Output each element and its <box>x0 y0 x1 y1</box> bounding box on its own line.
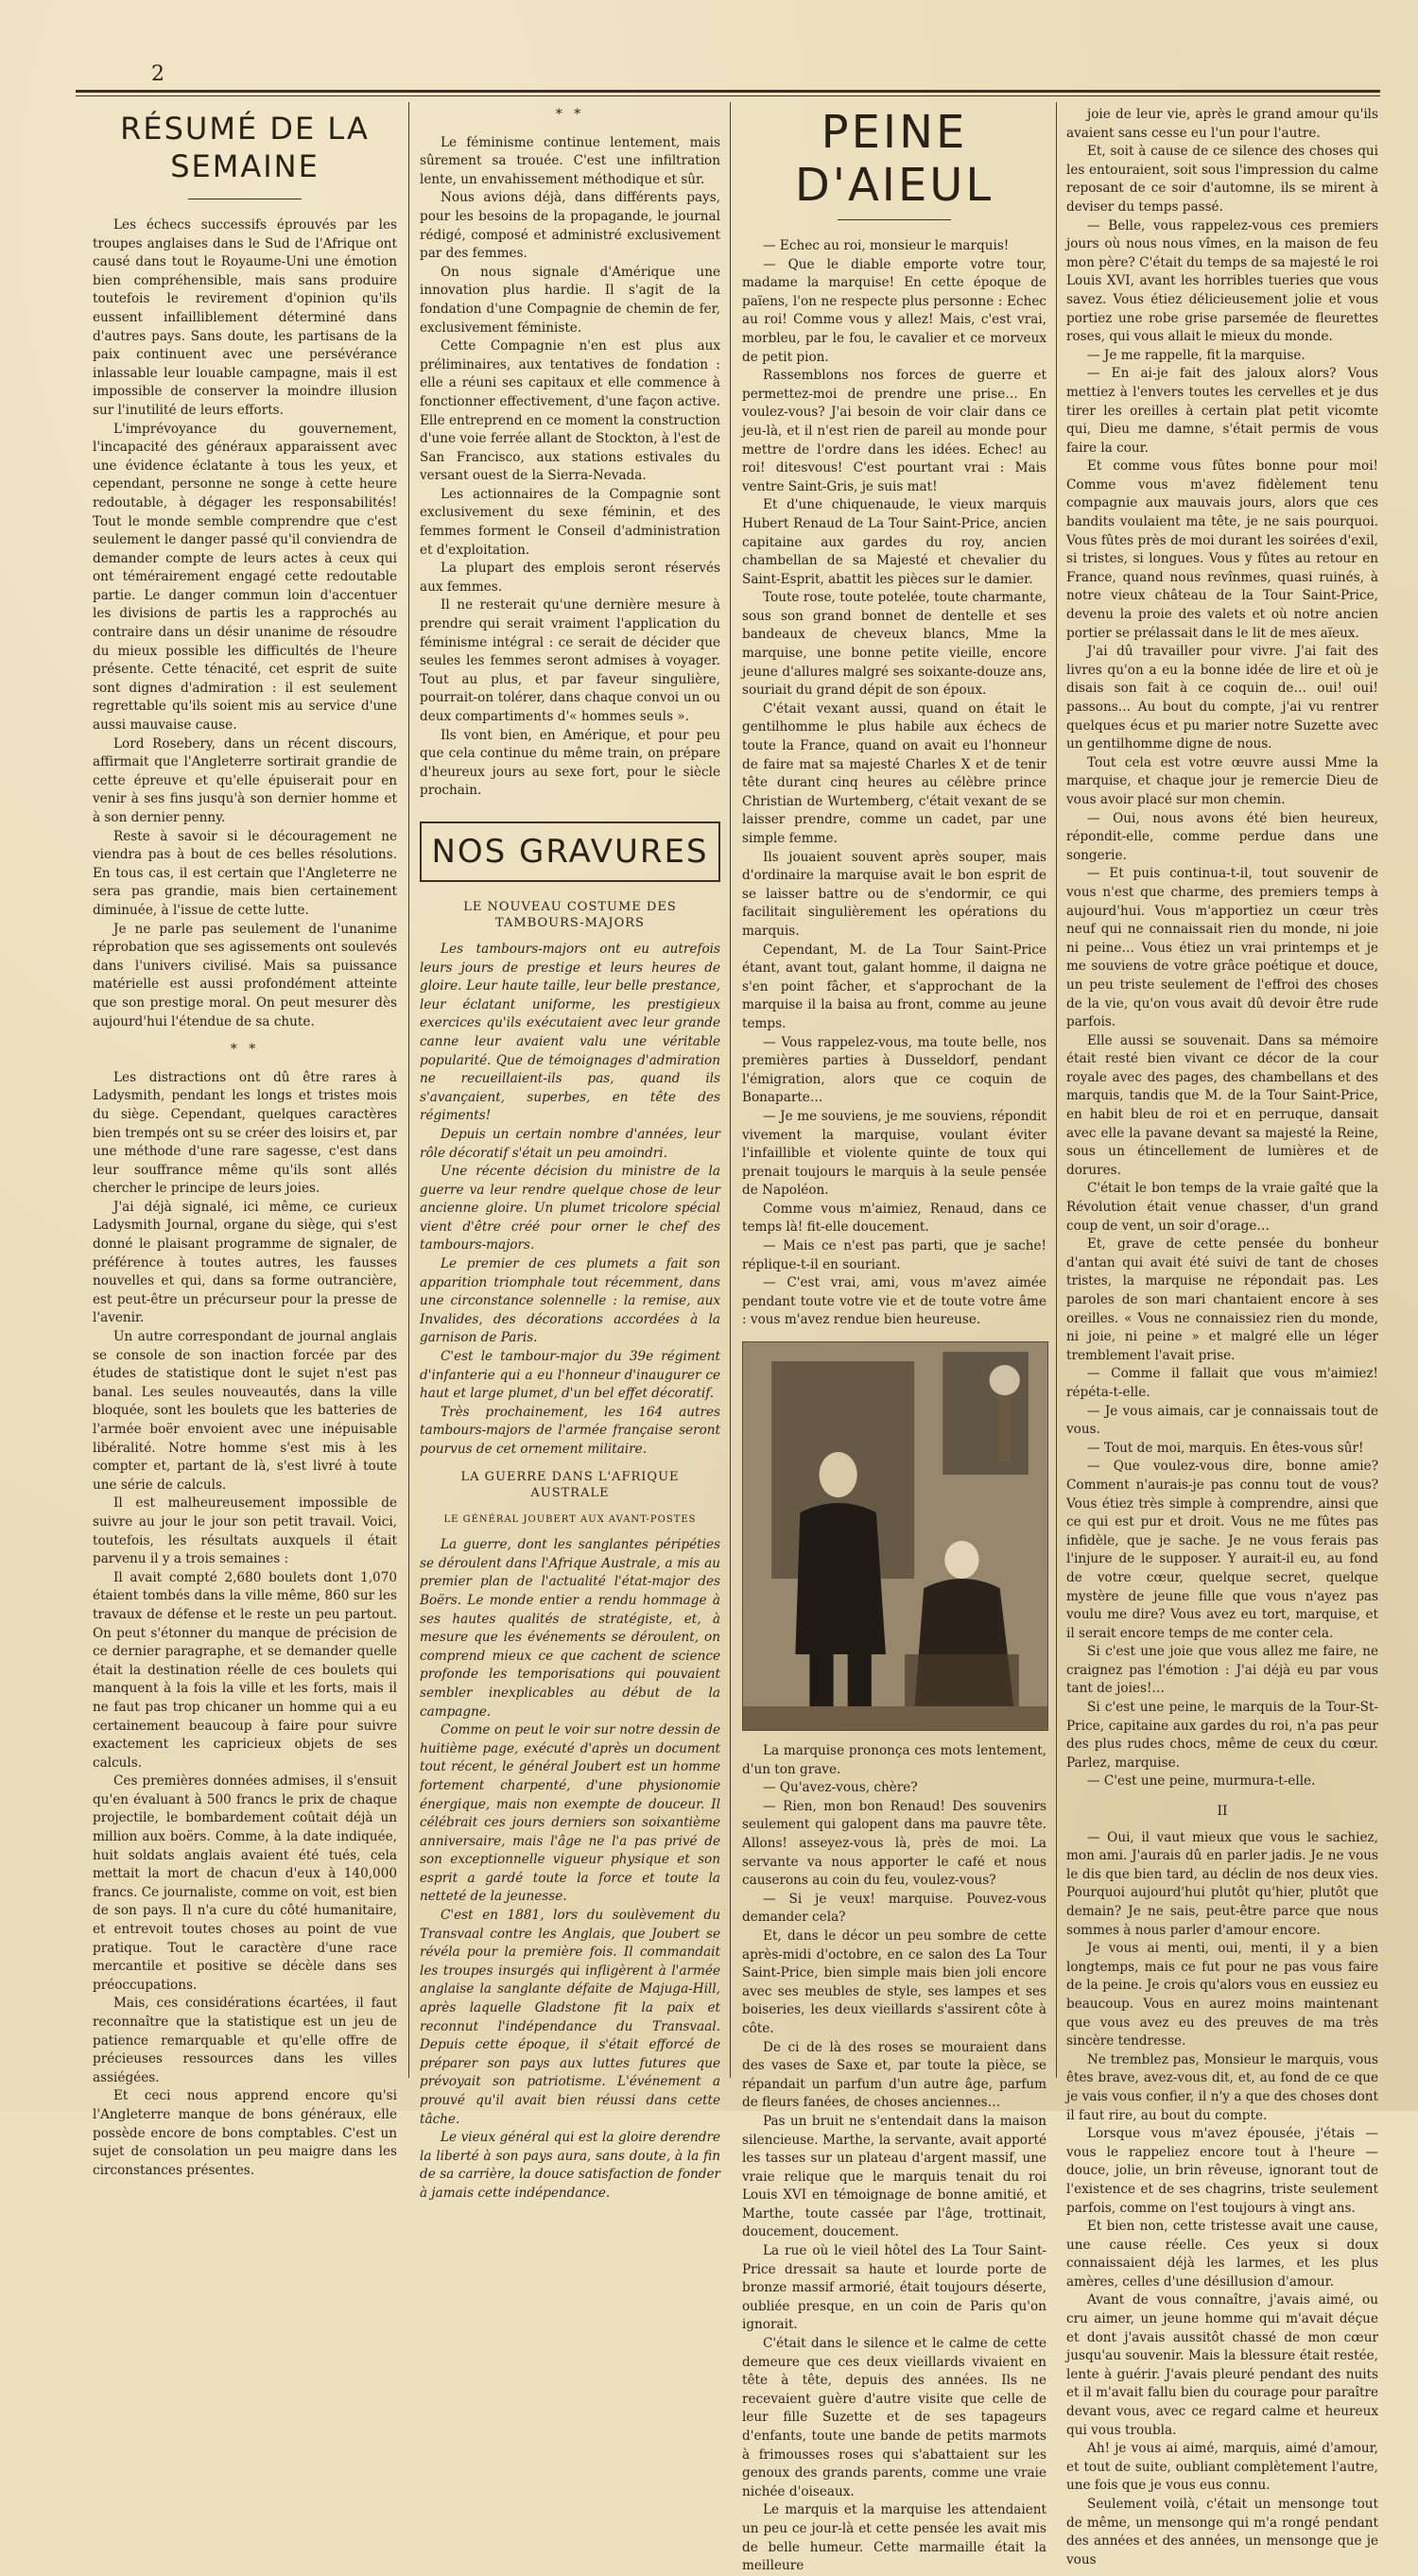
paragraph: Toute rose, toute potelée, toute charmante, sous son grand bonnet de dentelle et ses bandeaux de cheveux blancs, Mme la marquise, une bonne petite vieille, encore jeune d'allures malgré ses soixante-douze ans, souriait du grand dépit de son époux. <box>742 590 1046 699</box>
paragraph: L'imprévoyance du gouvernement, l'incapacité des généraux apparaissent avec une évidence éclatante à tous les yeux, et cependant, personne ne songe à cette heure redoutable, à dégager les responsabilités! Tout le monde semble comprendre que c'est seulement le danger passé qu'il conviendra de demander compte de leurs actes à ceux qui ont témérairement engagé cette redoutable partie. Le danger commun loin d'accentuer les divisions de partis les a rapprochés au contraire dans un désir unanime de résoudre du mieux possible les difficultés de l'heure présente. Cette ténacité, cet esprit de suite sont dignes d'admiration : il est seulement regrettable qu'ils soient mis au service d'une aussi mauvaise cause. <box>93 421 397 734</box>
column-divider <box>408 102 409 2078</box>
paragraph: Si c'est une joie que vous allez me faire, ne craignez pas l'émotion : J'ai déjà eu par vous tant de joies!… <box>1066 1644 1378 1697</box>
resume-paragraphs-2 <box>93 1069 397 2181</box>
paragraph: — Vous rappelez-vous, ma toute belle, nos premières parties à Dusseldorf, pendant l'émigration, alors que ce coquin de Bonaparte… <box>742 1034 1046 1106</box>
paragraph: Nous avions déjà, dans différents pays, pour les besoins de la propagande, le journal rédigé, composé et administré exclusivement par des femmes. <box>420 190 720 262</box>
paragraph: Seulement voilà, c'était un mensonge tout de même, un mensonge qui m'a rongé pendant des années et des années, un mensonge que je vous <box>1066 2497 1378 2567</box>
paragraph: Il ne resterait qu'une dernière mesure à prendre qui serait vraiment l'application du féminisme intégral : ce serait de décider que seules les femmes seront admises à voyager. Tout au plus, et par faveur singulière, pourrait-on tolérer, dans chaque convoi un ou deux compartiments d'« hommes seuls ». <box>420 597 720 724</box>
story-paragraphs <box>742 237 1046 1330</box>
paragraph: De ci de là des roses se mouraient dans des vases de Saxe et, par toute la pièce, se répandait un parfum d'un autre âge, parfum de fleurs fanées, de choses anciennes… <box>742 2039 1046 2111</box>
feminisme-paragraphs <box>420 134 720 801</box>
paragraph: Les échecs successifs éprouvés par les troupes anglaises dans le Sud de l'Afrique ont causé dans tout le Royaume-Uni une émotion bien compréhensible, mais sans produire toutefois le revirement d'opinion qu'ils eussent infailliblement déterminé dans d'autres pays. Sans doute, les partisans de la paix continuent avec une persévérance inlassable leur louable campagne, mais il est impossible de conserver la moindre illusion sur l'inutilité de leurs efforts. <box>93 217 397 418</box>
paragraph: Un autre correspondant de journal anglais se console de son inaction forcée par des études de statistique dont le sujet n'est pas banal. Les seules nouveautés, dans la ville bloquée, sont les boulets que les batteries de l'armée boër envoient avec une inépuisable libéralité. Notre homme s'est mis à les compter et, partant de là, s'est livré à toute une série de calculs. <box>93 1329 397 1493</box>
story-paragraphs-2 <box>742 1742 1046 2576</box>
paragraph: Très prochainement, les 164 autres tambours-majors de l'armée française seront pourvus de cet ornement militaire. <box>420 1404 720 1457</box>
story-title: PEINE D'AIEUL <box>794 106 994 212</box>
page-number: 2 <box>151 62 164 86</box>
war-title: LA GUERRE DANS L'AFRIQUE AUSTRALE <box>460 1469 680 1500</box>
paragraph: — C'est une peine, murmura-t-elle. <box>1087 1773 1316 1789</box>
column-divider <box>1056 102 1057 2078</box>
paragraph: — Je vous aimais, car je connaissais tout de vous. <box>1066 1403 1378 1438</box>
paragraph: La rue où le vieil hôtel des La Tour Saint-Price dressait sa haute et lourde porte de bronze massif armorié, était toujours déserte, oubliée presque, en un coin de Paris qu'on ignorait. <box>742 2243 1046 2333</box>
paragraph: C'était le bon temps de la vraie gaîté que la Révolution était venue chasser, d'un grand coup de vent, un soir d'orage… <box>1066 1181 1378 1234</box>
paragraph: — Je me souviens, je me souviens, répondit vivement la marquise, voulant éviter l'infaillible et violente quinte de toux qui prenait toujours le marquis à la seule pensée de Napoléon. <box>742 1108 1046 1199</box>
paragraph: — Je me rappelle, fit la marquise. <box>1087 347 1306 363</box>
column-peine-daieul-suite <box>1066 106 1378 2567</box>
war-paragraphs <box>420 1536 720 2203</box>
paragraph: — Qu'avez-vous, chère? <box>763 1780 918 1796</box>
paragraph: Et, dans le décor un peu sombre de cette après-midi d'octobre, en ce salon des La Tour Saint-Price, bien simple mais bien joli encore avec ses meubles de style, ses lampes et ses boiseries, les deux vieillards s'assirent côte à côte. <box>742 1928 1046 2036</box>
paragraph: — Que le diable emporte votre tour, madame la marquise! En cette époque de païens, l'on ne respecte plus personne : Echec au roi! Comme vous y allez! Mais, c'est vrai, morbleu, par le fou, le cavalier et ce morveux de petit pion. <box>742 256 1046 365</box>
paragraph: Le premier de ces plumets a fait son apparition triomphale tout récemment, dans une circonstance solennelle : la remise, aux Invalides, des décorations accordées à la garnison de Paris. <box>420 1256 720 1346</box>
paragraph: — Tout de moi, marquis. En êtes-vous sûr! <box>1087 1440 1364 1456</box>
story-continued-paragraphs-2 <box>1066 1829 1378 2570</box>
paragraph: C'était vexant aussi, quand on était le gentilhomme le plus habile aux échecs de toute la France, quand on avait eu l'honneur de faire mat sa majesté Charles X et de tenir tête durant cinq heures au célèbre prince Christian de Wurtemberg, c'était vexant de se laisser prendre, comme un cadet, par une simple femme. <box>742 700 1046 846</box>
paragraph: La guerre, dont les sanglantes péripéties se déroulent dans l'Afrique Australe, a mis au premier plan de l'actualité l'état-major des Boërs. Le monde entier a rendu hommage à ses hautes qualités de stratégiste, et, à mesure que les événements se déroulent, on comprend mieux ce que cachent de science profonde les temporisations qui pouvaient sembler inexplicables au début de la campagne. <box>420 1537 720 1720</box>
paragraph: Et, soit à cause de ce silence des choses qui les entouraient, soit sous l'impression du calme reposant de ce soir d'automne, ils se mirent à deviser du temps passé. <box>1066 144 1378 215</box>
paragraph: — En ai-je fait des jaloux alors? Vous mettiez à l'envers toutes les cervelles et je dus tirer les oreilles à certain plat petit vicomte qui, Dieu me damne, s'était permis de vous faire la cour. <box>1066 366 1378 456</box>
gravures-title: NOS GRAVURES <box>431 832 709 871</box>
paragraph: J'ai dû travailler pour vivre. J'ai fait des livres qu'on a eu la bonne idée de lire et où je disais son fait à ce coquin de… oui! oui! passons… Au bout du compte, j'ai vu rentrer quelques écus et pu marier notre Suzette avec un gentilhomme digne de nous. <box>1066 644 1378 752</box>
paragraph: Et comme vous fûtes bonne pour moi! Comme vous m'avez fidèlement tenu compagnie aux mauvais jours, alors que ces bandits voulaient ma tête, je ne sais pourquoi. Vous fûtes près de moi durant les soirées d'exil, si tristes, si longues. Vous y fûtes au retour en France, quand nous revînmes, quasi ruinés, à notre vieux château de la Tour Saint-Price, devenu la proie des valets et où notre ancien portier se prélassait dans le lit de mes aïeux. <box>1066 458 1378 641</box>
paragraph: Cependant, M. de La Tour Saint-Price étant, avant tout, galant homme, il daigna ne s'en point fâcher, et s'approchant de la marquise il la baisa au front, comme au jeune temps. <box>742 942 1046 1031</box>
paragraph: Le féminisme continue lentement, mais sûrement sa trouée. C'est une infiltration lente, un envahissement méthodique et sûr. <box>420 134 720 187</box>
engraving-illustration <box>742 1341 1048 1731</box>
paragraph: — C'est vrai, ami, vous m'avez aimée pendant toute votre vie et de toute votre âme : vous m'avez rendue bien heureuse. <box>742 1275 1046 1328</box>
paragraph: — Comme il fallait que vous m'aimiez! répéta-t-elle. <box>1066 1366 1378 1400</box>
paragraph: — Echec au roi, monsieur le marquis! <box>763 238 1010 253</box>
paragraph: C'est en 1881, lors du soulèvement du Transvaal contre les Anglais, que Joubert se révéla pour la première fois. Il commandait les troupes insurgés qui infligèrent à l'armée anglaise la sanglante défaite de Majuga-Hill, après laquelle Gladstone fit la paix et reconnut l'indépendance du Transvaal. Depuis cette époque, il s'était efforcé de préparer son pays aux luttes futures que prévoyait son patriotisme. L'événement a prouvé qu'il avait bien réussi dans cette tâche. <box>420 1908 720 2127</box>
header-rule-thin <box>76 95 1380 96</box>
column-divider <box>730 102 731 2078</box>
resume-title: RÉSUMÉ DE LA SEMAINE <box>120 111 370 184</box>
paragraph: — Belle, vous rappelez-vous ces premiers jours où nous nous vîmes, en la maison de feu mon père? C'était du temps de sa majesté le roi Louis XVI, avant les horribles tueries que vous savez. Vous étiez délicieusement jolie et vous portiez une robe grise parsemée de fleurettes roses, qui vous allait le mieux du monde. <box>1066 217 1378 345</box>
costume-paragraphs <box>420 941 720 1460</box>
paragraph: Rassemblons nos forces de guerre et permettez-moi de prendre une prise… En voulez-vous? J'ai besoin de voir clair dans ce jeu-là, et il n'est rien de pareil au monde pour mettre de l'ordre dans les idées. Echec! au roi! ditesvous! C'est pourtant vrai : Mais ventre Saint-Gris, je suis mat! <box>742 368 1046 494</box>
paragraph: Le marquis et la marquise les attendaient un peu ce jour-là et cette pensée les avait mis de belle humeur. Cette marmaille était la meilleure <box>742 2502 1046 2574</box>
paragraph: — Oui, il vaut mieux que vous le sachiez, mon ami. J'aurais dû en parler jadis. Je ne vous le dis que bien tard, au déclin de nos deux vies. Pourquoi aujourd'hui plutôt qu'hier, plutôt que demain? Je ne sais, peut-être parce que nous sommes à nous parler d'amour encore. <box>1066 1829 1378 1938</box>
paragraph: On nous signale d'Amérique une innovation plus hardie. Il s'agit de la fondation d'une Compagnie de chemin de fer, exclusivement féministe. <box>420 264 720 336</box>
paragraph: Lorsque vous m'avez épousée, j'étais — vous le rappeliez encore tout à l'heure — douce, jolie, un brin rêveuse, ignorant tout de l'existence et de ses chagrins, triste seulement parfois, comme on l'est toujours à vingt ans. <box>1066 2126 1378 2216</box>
resume-paragraphs <box>93 216 397 1031</box>
title-rule <box>838 219 951 220</box>
paragraph: — Oui, nous avons été bien heureux, répondit-elle, comme perdue dans une songerie. <box>1066 810 1378 863</box>
war-subtitle: LE GÉNÉRAL JOUBERT AUX AVANT-POSTES <box>443 1513 697 1525</box>
story-continued-paragraphs <box>1066 106 1378 1791</box>
paragraph: Cette Compagnie n'en est plus aux préliminaires, aux tentatives de fondation : elle a réuni ses capitaux et elle commence à fonctionner effectivement, d'une façon active. Elle entreprend en ce moment la construction d'une voie ferrée allant de Stockton, à l'est de San Francisco, aux stations estivales du versant ouest de la Sierra-Nevada. <box>420 338 720 484</box>
paragraph: Mais, ces considérations écartées, il faut reconnaître que la statistique est un jeu de patience remarquable et qu'elle offre de précieuses ressources dans les villes assiégées. <box>93 1996 397 2085</box>
costume-title: LE NOUVEAU COSTUME DES TAMBOURS-MAJORS <box>463 899 677 930</box>
paragraph: Ne tremblez pas, Monsieur le marquis, vous êtes brave, avez-vous dit, et, au fond de ce que je vais vous confier, il n'y a que des choses dont il faut rire, au bout du compte. <box>1066 2051 1378 2123</box>
paragraph: Ah! je vous ai aimé, marquis, aimé d'amour, et tout de suite, oubliant complètement l'autre, une fois que je vous eus connu. <box>1066 2441 1378 2494</box>
paragraph: Si c'est une peine, le marquis de la Tour-St-Price, capitaine aux gardes du roi, n'a pas peur des plus rudes chocs, même de ceux du cœur. Parlez, marquise. <box>1066 1700 1378 1771</box>
paragraph: Comme on peut le voir sur notre dessin de huitième page, exécuté d'après un document tout récent, le général Joubert est un homme fortement charpenté, d'une physionomie énergique, mais non exempte de douceur. Il célébrait ces jours derniers son soixantième anniversaire, mais l'âge ne l'a pas privé de son exceptionnelle vigueur physique et son esprit a gardé toute la force et toute la netteté de la jeunesse. <box>420 1722 720 1905</box>
column-feminisme-gravures <box>420 106 720 2201</box>
paragraph: Tout cela est votre œuvre aussi Mme la marquise, et chaque jour je remercie Dieu de vous avoir placé sur mon chemin. <box>1066 754 1378 807</box>
paragraph: Je vous ai menti, oui, menti, il y a bien longtemps, mais ce fut pour ne pas vous faire de la peine. Je crois qu'alors vous en eussiez eu beaucoup. Vous en aurez moins maintenant que vous avez eu des preuves de ma très sincère tendresse. <box>1066 1941 1378 2049</box>
paragraph: — Et puis continua-t-il, tout souvenir de vous n'est que charme, des premiers temps à aujourd'hui. Vous m'apportiez un cœur très neuf qui ne connaissait rien du monde, ni joie ni peine… Vous étiez un vrai printemps et je me souviens de votre grâce poétique et douce, un peu triste seulement de l'effroi des choses de la vie, qu'on vous avait dû devoir être rude parfois. <box>1066 866 1378 1030</box>
paragraph: Reste à savoir si le découragement ne viendra pas à bout de ces belles résolutions. En tous cas, il est certain que l'Angleterre ne sera pas grandie, mais bien certainement diminuée, à l'issue de cette lutte. <box>93 828 397 918</box>
paragraph: Il est malheureusement impossible de suivre au jour le jour son petit travail. Voici, toutefois, les résultats auxquels il était parvenu il y a trois semaines : <box>93 1495 397 1567</box>
paragraph: Ces premières données admises, il s'ensuit qu'en évaluant à 500 francs le prix de chaque projectile, le bombardement coûtait déjà un million aux boërs. Comme, à la date indiquée, huit soldats anglais avaient été tués, cela mettait la mort de chacun d'eux à 140,000 francs. Ce journaliste, comme on voit, est bien de son pays. Il n'a cure du côté humanitaire, et entrevoit toutes choses au point de vue pratique. Tout le caractère d'une race mercantile et positive se décèle dans ses préoccupations. <box>93 1773 397 1993</box>
paragraph: Ils jouaient souvent après souper, mais d'ordinaire la marquise avait le bon esprit de se laisser battre ou de s'endormir, ce qui facilitait singulièrement les opérations du marquis. <box>742 849 1046 939</box>
paragraph: Comme vous m'aimiez, Renaud, dans ce temps là! fit-elle doucement. <box>742 1201 1046 1236</box>
header-rule <box>76 90 1380 93</box>
paragraph: Une récente décision du ministre de la guerre va leur rendre quelque chose de leur ancienne gloire. Un plumet tricolore spécial vient d'être créé pour orner le chef des tambours-majors. <box>420 1164 720 1253</box>
paragraph: C'était dans le silence et le calme de cette demeure que ces deux vieillards vivaient en tête à tête, depuis des années. Ils ne recevaient guère d'autre visite que celle de leur fille Suzette et de ses tapageurs d'enfants, toute une bande de petits marmots à frimousses roses qui s'abattaient sur les genoux des grands parents, comme une vraie nichée d'oiseaux. <box>742 2336 1046 2499</box>
paragraph: Et, grave de cette pensée du bonheur d'antan qui avait été suivi de tant de choses tristes, la marquise ne répondait pas. Les paroles de son mari chantaient encore à ses oreilles. « Vous ne connaissiez rien du monde, ni joie, ni peine » et malgré elle un léger tremblement l'avait prise. <box>1066 1236 1378 1363</box>
paragraph: Le vieux général qui est la gloire derendre la liberté à son pays aura, sans doute, à la fin de sa carrière, la douce satisfaction de fonder à jamais cette indépendance. <box>420 2130 720 2201</box>
paragraph: Depuis un certain nombre d'années, leur rôle décoratif s'était un peu amoindri. <box>420 1126 720 1161</box>
paragraph: Lord Rosebery, dans un récent discours, affirmait que l'Angleterre sortirait grandie de cette épreuve et qu'elle épuiserait pour en venir à ses fins jusqu'à son dernier homme et à son dernier penny. <box>93 735 397 825</box>
paragraph: Les tambours-majors ont eu autrefois leurs jours de prestige et leurs heures de gloire. Leur haute taille, leur belle prestance, leur éclatant uniforme, les prestigieux exercices qu'ils exécutaient avec leur grande canne leur avaient valu une véritable popularité. Que de témoignages d'admiration ne recueillaient-ils pas, quand ils s'avançaient, superbes, en tête des régiments! <box>420 941 720 1124</box>
paragraph: Pas un bruit ne s'entendait dans la maison silencieuse. Marthe, la servante, avait apporté les tasses sur un plateau d'argent massif, une vraie relique que le marquis tenait du roi Louis XVI en témoignage de bonne amitié, et Marthe, toute cassée par l'âge, trottinait, doucement, doucement. <box>742 2113 1046 2240</box>
paragraph: joie de leur vie, après le grand amour qu'ils avaient sans cesse eu l'un pour l'autre. <box>1066 107 1378 141</box>
paragraph: Et ceci nous apprend encore qu'si l'Angleterre manque de bons généraux, elle possède encore de bons comptables. C'est un sujet de consolation un peu maigre dans les circonstances présentes. <box>93 2088 397 2178</box>
paragraph: Les distractions ont dû être rares à Ladysmith, pendant les longs et tristes mois du siège. Cependant, quelques caractères bien trempés ont su se créer des loisirs et, par une méthode d'une rare sagesse, c'est dans leur souffrance même qu'ils sont allés chercher le principe de leurs joies. <box>93 1069 397 1197</box>
gravures-box <box>420 821 720 882</box>
paragraph: La plupart des emplois seront réservés aux femmes. <box>420 561 720 595</box>
paragraph: Les actionnaires de la Compagnie sont exclusivement du sexe féminin, et des femmes forment le Conseil d'administration et d'exploitation. <box>420 486 720 558</box>
paragraph: C'est le tambour-major du 39e régiment d'infanterie qui a eu l'honneur d'inaugurer ce haut et large plumet, d'un bel effet décoratif. <box>420 1349 720 1402</box>
paragraph: Et d'une chiquenaude, le vieux marquis Hubert Renaud de La Tour Saint-Price, ancien capitaine aux gardes du roy, ancien chambellan de sa Majesté et chevalier du Saint-Esprit, abattit les pièces sur le damier. <box>742 497 1046 587</box>
section-stars: * * <box>230 1042 260 1058</box>
engraving-image <box>743 1342 1047 1730</box>
paragraph: — Que voulez-vous dire, bonne amie? Comment n'aurais-je pas connu tout de vous? Vous étiez très simple à comprendre, ainsi que ce qui est pur et droit. Vous ne me fûtes pas infidèle, que je sache. Je ne vous ferais pas l'injure de le supposer. Y aurait-il eu, au fond de votre cœur, quelque secret, quelque mystère de jeune fille que vous n'ayez pas voulu me dire? Vous avez eu tort, marquise, et il serait encore temps de me conter cela. <box>1066 1459 1378 1641</box>
paragraph: Ils vont bien, en Amérique, et pour peu que cela continue du même train, on prépare d'heureux jours au sexe fort, pour le siècle prochain. <box>420 727 720 799</box>
chapter-number: II <box>1217 1804 1228 1820</box>
paragraph: Avant de vous connaître, j'avais aimé, ou cru aimer, un jeune homme qui m'avait déçue et dont j'avais aussitôt chassé de mon cœur jusqu'au souvenir. Mais la blessure était restée, lente à guérir. J'avais pleuré pendant des nuits et il m'avait fallu bien du courage pour paraître devant vous, avec ce regard calme et heureux qui vous troubla. <box>1066 2292 1378 2438</box>
section-stars: * * <box>555 107 585 122</box>
paragraph: — Mais ce n'est pas parti, que je sache! réplique-t-il en souriant. <box>742 1238 1046 1272</box>
paragraph: Et bien non, cette tristesse avait une cause, une cause réelle. Ces yeux si doux connaissaient déjà les larmes, et les plus amères, celles d'une désillusion d'amour. <box>1066 2219 1378 2290</box>
column-resume <box>93 106 397 2178</box>
paragraph: Il avait compté 2,680 boulets dont 1,070 étaient tombés dans la ville même, 860 sur les travaux de défense et le reste un peu partout. On peut s'étonner du manque de précision de ce dernier paragraphe, et se demander quelle était la destination réelle de ces boulets qui manquent à la fois la ville et les forts, mais il ne faut pas trop chicaner un homme qui a eu certainement beaucoup à faire pour suivre exactement les capricieux objets de ses calculs. <box>93 1569 397 1771</box>
paragraph: — Si je veux! marquise. Pouvez-vous demander cela? <box>742 1891 1046 1926</box>
column-peine-daieul <box>742 106 1046 2574</box>
paragraph: — Rien, mon bon Renaud! Des souvenirs seulement qui galopent dans ma pauvre tête. Allons! asseyez-vous là, près de moi. La servante va nous apporter le café et nous causerons au coin du feu, voulez-vous? <box>742 1798 1046 1889</box>
paragraph: Elle aussi se souvenait. Dans sa mémoire était resté bien vivant ce décor de la cour royale avec des pages, des chambellans et des marquis, tandis que M. de la Tour Saint-Price, en habit bleu de roi et en perruque, dansait avec elle la pavane devant sa majesté la Reine, sous un étincellement de lumières et de dorures. <box>1066 1032 1378 1178</box>
paragraph: La marquise prononça ces mots lentement, d'un ton grave. <box>742 1743 1046 1777</box>
paragraph: Je ne parle pas seulement de l'unanime réprobation que ses agissements ont soulevés dans l'univers civilisé. Mais sa puissance matérielle est aussi profondément atteinte que son prestige moral. On peut mesurer dès aujourd'hui l'étendue de sa chute. <box>93 921 397 1029</box>
paragraph: J'ai déjà signalé, ici même, ce curieux Ladysmith Journal, organe du siège, qui s'est donné le plaisant programme de signaler, de préférence à toutes autres, les fausses nouvelles et qui, dans sa forme outrancière, est peut-être un précurseur pour la presse de l'avenir. <box>93 1199 397 1326</box>
